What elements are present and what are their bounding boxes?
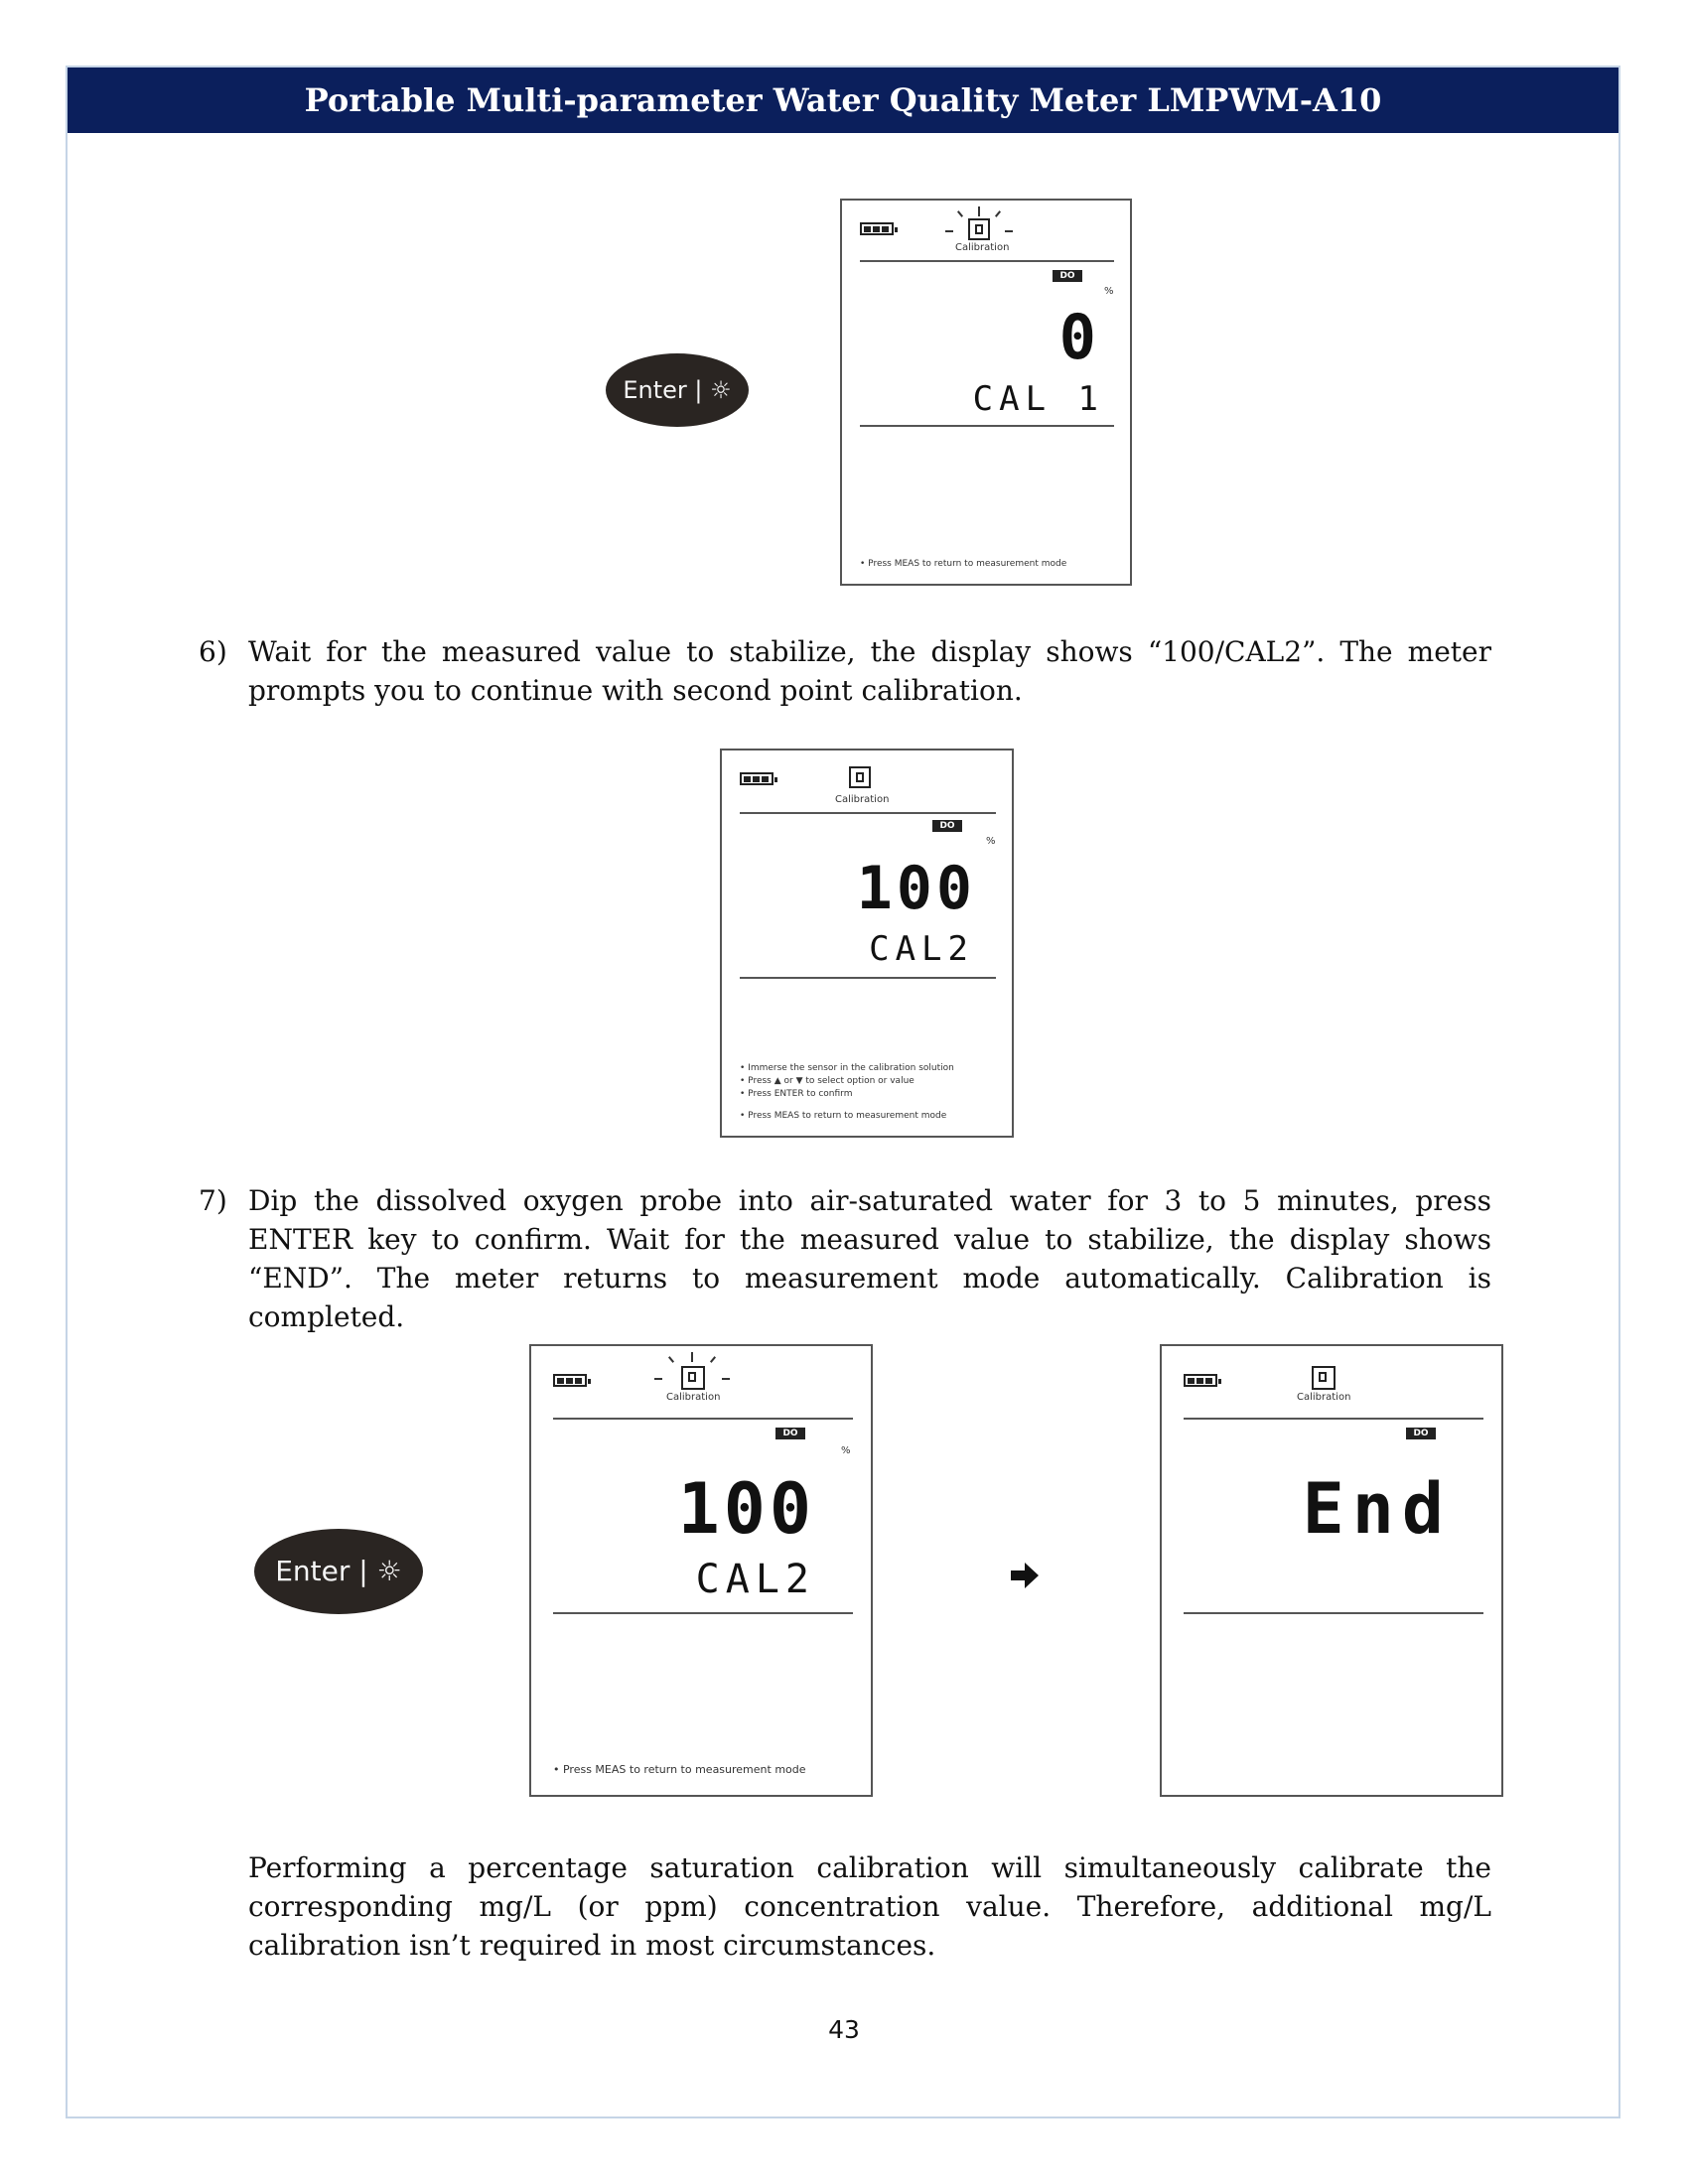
battery-icon <box>860 222 894 235</box>
display-note: • Press ENTER to confirm <box>740 1089 853 1099</box>
arrow-right-icon <box>1011 1563 1039 1588</box>
display-note: • Immerse the sensor in the calibration solution <box>740 1063 954 1073</box>
calibration-label: Calibration <box>955 242 1010 253</box>
enter-key-label: Enter <box>275 1555 351 1587</box>
step-7-number: 7) <box>199 1184 227 1217</box>
calibration-icon <box>681 1366 705 1390</box>
main-reading: End <box>1302 1468 1452 1550</box>
lcd-display-cal1 <box>840 199 1132 586</box>
lcd-display-end <box>1160 1344 1503 1797</box>
step-6-number: 6) <box>199 635 227 668</box>
lcd-display-cal2 <box>720 749 1014 1138</box>
step-6-text: Wait for the measured value to stabilize, the display shows “100/CAL2”. The meter prompts you to continue with second point calibration. <box>248 635 1491 707</box>
footer-paragraph: Performing a percentage saturation calibration will simultaneously calibrate the corresponding mg/L (or ppm) concentration value. Therefore, additional mg/L calibration isn’t required in most circumstances. <box>248 1851 1491 1962</box>
page-number: 43 <box>828 2015 860 2044</box>
sub-reading: CAL2 <box>869 929 974 969</box>
battery-icon <box>740 772 774 785</box>
calibration-label: Calibration <box>1297 1392 1351 1403</box>
calibration-label: Calibration <box>666 1392 721 1403</box>
lightbulb-icon: ☼ <box>376 1555 402 1587</box>
display-note: • Press ▲ or ▼ to select option or value <box>740 1076 914 1086</box>
calibration-icon <box>849 766 871 788</box>
page-header: Portable Multi-parameter Water Quality Meter LMPWM-A10 <box>68 68 1618 133</box>
enter-key-image: Enter | ☼ <box>606 353 749 427</box>
display-note: • Press MEAS to return to measurement mode <box>860 559 1067 569</box>
do-badge: DO <box>775 1428 805 1439</box>
unit-label: % <box>1104 286 1114 297</box>
do-badge: DO <box>1053 270 1082 282</box>
calibration-icon <box>968 218 990 240</box>
display-note: • Press MEAS to return to measurement mode <box>740 1111 947 1121</box>
do-badge: DO <box>932 820 962 832</box>
battery-icon <box>1184 1374 1217 1387</box>
main-reading: 100 <box>856 854 976 923</box>
enter-key-label: Enter <box>623 376 687 404</box>
unit-label: % <box>986 836 996 847</box>
do-badge: DO <box>1406 1428 1436 1439</box>
unit-label: % <box>841 1445 851 1456</box>
calibration-icon <box>1312 1366 1336 1390</box>
lightbulb-icon: ☼ <box>710 376 732 404</box>
lcd-display-cal2-confirm <box>529 1344 873 1797</box>
step-7-text: Dip the dissolved oxygen probe into air-saturated water for 3 to 5 minutes, press ENTER key to confirm. Wait for the measured value to stabilize, the display shows “END”. The meter returns to measurement mode automatically. Calibration is completed. <box>248 1184 1491 1333</box>
main-reading: 100 <box>677 1468 815 1550</box>
sub-reading: CAL 1 <box>972 379 1104 419</box>
main-reading: 0 <box>1058 301 1100 373</box>
battery-icon <box>553 1374 587 1387</box>
sub-reading: CAL2 <box>695 1557 815 1602</box>
calibration-label: Calibration <box>835 794 890 805</box>
enter-key-image: Enter | ☼ <box>254 1529 423 1614</box>
display-note: • Press MEAS to return to measurement mode <box>553 1763 806 1776</box>
